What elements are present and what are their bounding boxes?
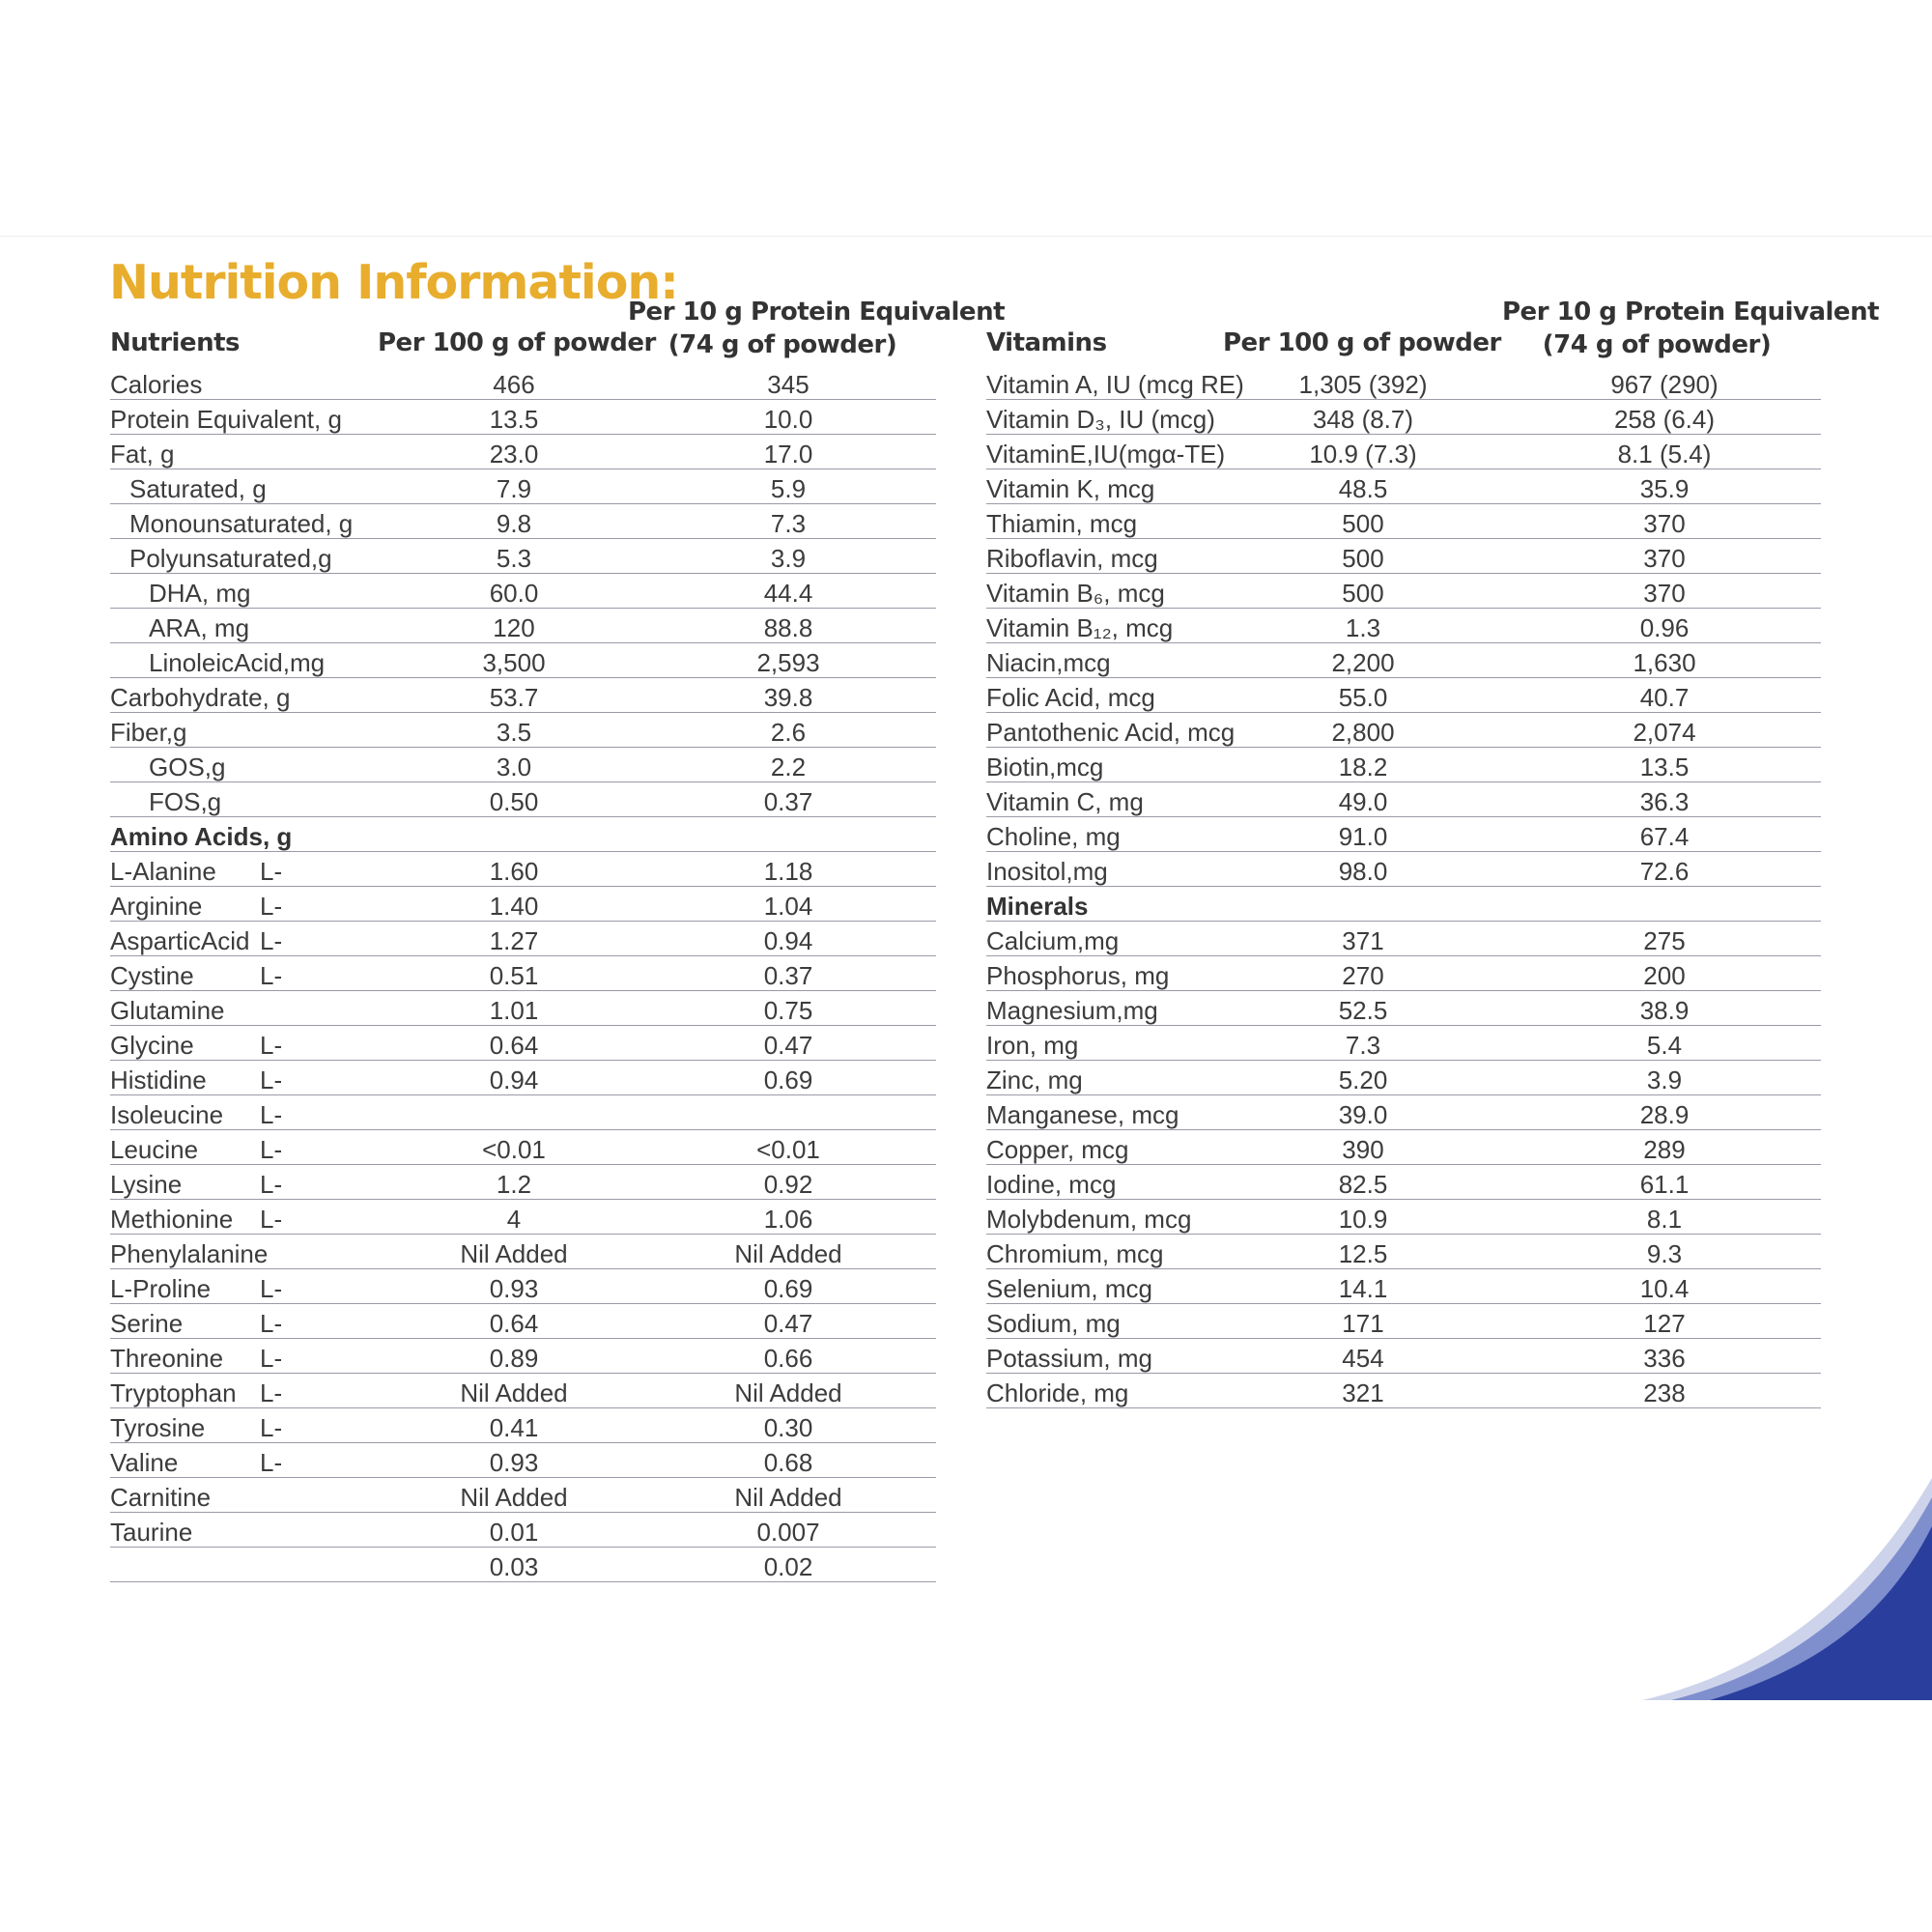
section-header-row bbox=[110, 817, 936, 852]
nutrient-name: Lysine bbox=[110, 1170, 183, 1199]
value-per-10g-protein: 10.4 bbox=[1639, 1274, 1690, 1303]
value-per-10g-protein: 0.02 bbox=[763, 1552, 813, 1581]
nutrient-name: Carbohydrate, g bbox=[110, 683, 291, 712]
value-per-100g: 321 bbox=[1342, 1378, 1384, 1407]
value-per-100g: 1.01 bbox=[489, 996, 539, 1025]
value-per-100g: 454 bbox=[1342, 1344, 1384, 1373]
value-per-100g: 0.94 bbox=[489, 1065, 539, 1094]
value-per-100g: 1.27 bbox=[489, 926, 539, 955]
amino-prefix: L- bbox=[260, 1031, 283, 1060]
nutrient-name: L-Alanine bbox=[110, 857, 216, 886]
value-per-100g: 500 bbox=[1342, 509, 1384, 538]
value-per-100g: Nil Added bbox=[460, 1378, 568, 1407]
value-per-10g-protein: 967 (290) bbox=[1610, 370, 1719, 399]
value-per-10g-protein: 7.3 bbox=[770, 509, 807, 538]
table-row bbox=[110, 1130, 936, 1165]
value-per-100g: 0.93 bbox=[489, 1274, 539, 1303]
header-per-100g: Per 100 g of powder bbox=[378, 328, 656, 357]
value-per-10g-protein: 2.2 bbox=[770, 753, 807, 781]
value-per-10g-protein: 1.06 bbox=[763, 1205, 813, 1234]
table-row bbox=[986, 643, 1821, 678]
value-per-10g-protein: 0.68 bbox=[763, 1448, 813, 1477]
value-per-100g: 98.0 bbox=[1338, 857, 1388, 886]
header-per-100g-right: Per 100 g of powder bbox=[1223, 328, 1501, 357]
value-per-100g: 48.5 bbox=[1338, 474, 1388, 503]
vitamins-minerals-table bbox=[986, 365, 1821, 1408]
nutrient-name: Tryptophan bbox=[110, 1378, 237, 1407]
value-per-10g-protein: 0.66 bbox=[763, 1344, 813, 1373]
section-label: Amino Acids, g bbox=[110, 822, 293, 851]
header-vitamins: Vitamins bbox=[986, 328, 1107, 357]
value-per-10g-protein: Nil Added bbox=[734, 1378, 842, 1407]
value-per-100g: 0.89 bbox=[489, 1344, 539, 1373]
amino-prefix: L- bbox=[260, 1309, 283, 1338]
nutrient-name: Polyunsaturated,g bbox=[129, 544, 332, 573]
value-per-10g-protein: 0.92 bbox=[763, 1170, 813, 1199]
value-per-10g-protein: 8.1 bbox=[1646, 1205, 1683, 1234]
value-per-10g-protein: 38.9 bbox=[1639, 996, 1690, 1025]
table-row bbox=[110, 1235, 936, 1269]
nutrient-name: Folic Acid, mcg bbox=[986, 683, 1155, 712]
nutrient-name: Vitamin D₃, IU (mcg) bbox=[986, 405, 1215, 434]
nutrient-name: AsparticAcid bbox=[110, 926, 250, 955]
value-per-10g-protein: 17.0 bbox=[763, 440, 813, 469]
nutrient-name: Niacin,mcg bbox=[986, 648, 1111, 677]
table-row bbox=[986, 1061, 1821, 1095]
nutrients-table bbox=[110, 365, 936, 1582]
value-per-10g-protein: 0.37 bbox=[763, 787, 813, 816]
value-per-100g: 4 bbox=[506, 1205, 522, 1234]
nutrient-name: Sodium, mg bbox=[986, 1309, 1121, 1338]
nutrient-name: Carnitine bbox=[110, 1483, 212, 1512]
nutrient-name: Iodine, mcg bbox=[986, 1170, 1117, 1199]
table-row bbox=[110, 956, 936, 991]
table-row bbox=[110, 1478, 936, 1513]
value-per-10g-protein: 0.75 bbox=[763, 996, 813, 1025]
value-per-100g: 5.20 bbox=[1338, 1065, 1388, 1094]
table-row bbox=[110, 991, 936, 1026]
nutrient-name: Calories bbox=[110, 370, 203, 399]
value-per-100g: 0.41 bbox=[489, 1413, 539, 1442]
table-row bbox=[986, 609, 1821, 643]
table-row bbox=[986, 1095, 1821, 1130]
value-per-10g-protein: 0.30 bbox=[763, 1413, 813, 1442]
amino-prefix: L- bbox=[260, 1274, 283, 1303]
nutrient-name: LinoleicAcid,mg bbox=[149, 648, 326, 677]
table-row bbox=[986, 400, 1821, 435]
page-title: Nutrition Information: bbox=[109, 255, 678, 310]
table-row bbox=[986, 1026, 1821, 1061]
value-per-10g-protein: 67.4 bbox=[1639, 822, 1690, 851]
value-per-10g-protein: 61.1 bbox=[1639, 1170, 1690, 1199]
table-row bbox=[110, 1095, 936, 1130]
table-row bbox=[110, 1374, 936, 1408]
table-row bbox=[110, 678, 936, 713]
value-per-10g-protein: 2,074 bbox=[1633, 718, 1696, 747]
table-row bbox=[110, 504, 936, 539]
table-row bbox=[110, 1269, 936, 1304]
value-per-10g-protein: 0.47 bbox=[763, 1309, 813, 1338]
table-row bbox=[110, 1165, 936, 1200]
amino-prefix: L- bbox=[260, 1344, 283, 1373]
table-row bbox=[110, 469, 936, 504]
table-row bbox=[110, 922, 936, 956]
value-per-10g-protein: 5.4 bbox=[1646, 1031, 1683, 1060]
header-per-10g-right-line1: Per 10 g Protein Equivalent bbox=[1502, 298, 1880, 327]
amino-prefix: L- bbox=[260, 1135, 283, 1164]
table-row bbox=[986, 574, 1821, 609]
value-per-10g-protein: 28.9 bbox=[1639, 1100, 1690, 1129]
nutrient-name: Zinc, mg bbox=[986, 1065, 1083, 1094]
amino-prefix: L- bbox=[260, 1448, 283, 1477]
value-per-10g-protein: 3.9 bbox=[770, 544, 807, 573]
table-row bbox=[986, 1269, 1821, 1304]
nutrient-name: Threonine bbox=[110, 1344, 224, 1373]
value-per-10g-protein: 5.9 bbox=[770, 474, 807, 503]
value-per-100g: 270 bbox=[1342, 961, 1384, 990]
table-row bbox=[986, 365, 1821, 400]
table-row bbox=[986, 504, 1821, 539]
value-per-100g: 0.93 bbox=[489, 1448, 539, 1477]
nutrient-name: Chloride, mg bbox=[986, 1378, 1129, 1407]
value-per-10g-protein: 258 (6.4) bbox=[1613, 405, 1716, 434]
nutrient-name: Fat, g bbox=[110, 440, 175, 469]
value-per-10g-protein: 1.18 bbox=[763, 857, 813, 886]
nutrient-name: Glutamine bbox=[110, 996, 225, 1025]
value-per-100g: 3,500 bbox=[482, 648, 546, 677]
nutrient-name: Manganese, mcg bbox=[986, 1100, 1179, 1129]
value-per-10g-protein: 0.96 bbox=[1639, 613, 1690, 642]
nutrient-name: Arginine bbox=[110, 892, 203, 921]
nutrient-name: Protein Equivalent, g bbox=[110, 405, 342, 434]
top-band bbox=[0, 0, 1932, 237]
nutrient-name: Leucine bbox=[110, 1135, 199, 1164]
nutrient-name: Glycine bbox=[110, 1031, 194, 1060]
nutrient-name: Selenium, mcg bbox=[986, 1274, 1152, 1303]
value-per-100g: 390 bbox=[1342, 1135, 1384, 1164]
value-per-10g-protein: 275 bbox=[1643, 926, 1686, 955]
table-row bbox=[986, 435, 1821, 469]
amino-prefix: L- bbox=[260, 1205, 283, 1234]
table-row bbox=[110, 782, 936, 817]
value-per-100g: 500 bbox=[1342, 544, 1384, 573]
corner-wave-decoration bbox=[1642, 1478, 1932, 1700]
value-per-100g: 49.0 bbox=[1338, 787, 1388, 816]
value-per-100g: 466 bbox=[493, 370, 535, 399]
table-row bbox=[110, 365, 936, 400]
value-per-100g: 348 (8.7) bbox=[1312, 405, 1414, 434]
nutrient-name: Vitamin K, mcg bbox=[986, 474, 1155, 503]
nutrient-name: Inositol,mg bbox=[986, 857, 1108, 886]
value-per-10g-protein: 2.6 bbox=[770, 718, 807, 747]
value-per-100g: 53.7 bbox=[489, 683, 539, 712]
value-per-10g-protein: 200 bbox=[1643, 961, 1686, 990]
nutrient-name: Fiber,g bbox=[110, 718, 187, 747]
table-row bbox=[110, 1061, 936, 1095]
value-per-100g: 500 bbox=[1342, 579, 1384, 608]
value-per-100g: 1.40 bbox=[489, 892, 539, 921]
value-per-10g-protein: 13.5 bbox=[1639, 753, 1690, 781]
value-per-10g-protein: 1,630 bbox=[1633, 648, 1696, 677]
value-per-100g: 14.1 bbox=[1338, 1274, 1388, 1303]
nutrient-name: L-Proline bbox=[110, 1274, 212, 1303]
value-per-100g: 0.64 bbox=[489, 1031, 539, 1060]
nutrient-name: Methionine bbox=[110, 1205, 234, 1234]
table-row bbox=[110, 1443, 936, 1478]
amino-prefix: L- bbox=[260, 857, 283, 886]
nutrient-name: Phosphorus, mg bbox=[986, 961, 1170, 990]
value-per-10g-protein: 370 bbox=[1643, 579, 1686, 608]
value-per-10g-protein: 289 bbox=[1643, 1135, 1686, 1164]
value-per-10g-protein: 0.94 bbox=[763, 926, 813, 955]
header-per-10g-right-line2: (74 g of powder) bbox=[1542, 330, 1772, 359]
table-row bbox=[110, 1200, 936, 1235]
value-per-10g-protein: 0.47 bbox=[763, 1031, 813, 1060]
value-per-100g: 0.01 bbox=[489, 1518, 539, 1547]
table-row bbox=[110, 887, 936, 922]
value-per-10g-protein: 127 bbox=[1643, 1309, 1686, 1338]
table-row bbox=[986, 782, 1821, 817]
value-per-100g: 1.3 bbox=[1345, 613, 1381, 642]
value-per-100g: 3.0 bbox=[496, 753, 532, 781]
header-per-10g-line1: Per 10 g Protein Equivalent bbox=[628, 298, 1006, 327]
nutrient-name: Calcium,mg bbox=[986, 926, 1120, 955]
value-per-100g: 9.8 bbox=[496, 509, 532, 538]
value-per-100g: 0.51 bbox=[489, 961, 539, 990]
nutrient-name: Taurine bbox=[110, 1518, 193, 1547]
value-per-100g: 0.64 bbox=[489, 1309, 539, 1338]
value-per-100g: 10.9 bbox=[1338, 1205, 1388, 1234]
value-per-10g-protein: 9.3 bbox=[1646, 1239, 1683, 1268]
value-per-10g-protein: 8.1 (5.4) bbox=[1617, 440, 1712, 469]
table-row bbox=[986, 1200, 1821, 1235]
table-row bbox=[986, 922, 1821, 956]
nutrient-name: Vitamin C, mg bbox=[986, 787, 1144, 816]
value-per-10g-protein: <0.01 bbox=[756, 1135, 820, 1164]
value-per-100g: 2,200 bbox=[1331, 648, 1395, 677]
value-per-100g: 52.5 bbox=[1338, 996, 1388, 1025]
value-per-10g-protein: 35.9 bbox=[1639, 474, 1690, 503]
value-per-10g-protein: 72.6 bbox=[1639, 857, 1690, 886]
table-row bbox=[110, 1304, 936, 1339]
value-per-100g: 1.2 bbox=[496, 1170, 532, 1199]
value-per-100g: 39.0 bbox=[1338, 1100, 1388, 1129]
nutrient-name: DHA, mg bbox=[149, 579, 251, 608]
table-row bbox=[110, 1339, 936, 1374]
header-nutrients: Nutrients bbox=[110, 328, 240, 357]
nutrient-name: Monounsaturated, g bbox=[129, 509, 354, 538]
nutrient-name: GOS,g bbox=[149, 753, 226, 781]
value-per-10g-protein: Nil Added bbox=[734, 1239, 842, 1268]
value-per-100g: 7.9 bbox=[496, 474, 532, 503]
value-per-100g: 10.9 (7.3) bbox=[1309, 440, 1417, 469]
value-per-100g: <0.01 bbox=[482, 1135, 546, 1164]
nutrient-name: Molybdenum, mcg bbox=[986, 1205, 1192, 1234]
value-per-10g-protein: 0.69 bbox=[763, 1274, 813, 1303]
nutrient-name: Vitamin B₁₂, mcg bbox=[986, 613, 1174, 642]
value-per-10g-protein: 336 bbox=[1643, 1344, 1686, 1373]
value-per-10g-protein: Nil Added bbox=[734, 1483, 842, 1512]
amino-prefix: L- bbox=[260, 1100, 283, 1129]
value-per-100g: 60.0 bbox=[489, 579, 539, 608]
table-row bbox=[986, 1374, 1821, 1408]
value-per-10g-protein: 39.8 bbox=[763, 683, 813, 712]
table-row bbox=[986, 852, 1821, 887]
nutrient-name: Chromium, mcg bbox=[986, 1239, 1164, 1268]
table-row bbox=[986, 713, 1821, 748]
value-per-100g: 55.0 bbox=[1338, 683, 1388, 712]
table-row bbox=[110, 748, 936, 782]
value-per-100g: 7.3 bbox=[1345, 1031, 1381, 1060]
value-per-10g-protein: 44.4 bbox=[763, 579, 813, 608]
table-row bbox=[110, 574, 936, 609]
value-per-10g-protein: 3.9 bbox=[1646, 1065, 1683, 1094]
nutrient-name: Valine bbox=[110, 1448, 179, 1477]
value-per-100g: 3.5 bbox=[496, 718, 532, 747]
amino-prefix: L- bbox=[260, 1065, 283, 1094]
section-label: Minerals bbox=[986, 892, 1089, 921]
table-row bbox=[986, 1235, 1821, 1269]
nutrient-name: Histidine bbox=[110, 1065, 207, 1094]
amino-prefix: L- bbox=[260, 892, 283, 921]
value-per-100g: 5.3 bbox=[496, 544, 532, 573]
value-per-100g: 2,800 bbox=[1331, 718, 1395, 747]
amino-prefix: L- bbox=[260, 1378, 283, 1407]
value-per-100g: Nil Added bbox=[460, 1483, 568, 1512]
value-per-10g-protein: 2,593 bbox=[756, 648, 820, 677]
nutrient-name: Pantothenic Acid, mcg bbox=[986, 718, 1236, 747]
amino-prefix: L- bbox=[260, 926, 283, 955]
nutrient-name: Cystine bbox=[110, 961, 194, 990]
value-per-100g: 1,305 (392) bbox=[1298, 370, 1428, 399]
table-row bbox=[986, 1130, 1821, 1165]
table-row bbox=[986, 1339, 1821, 1374]
value-per-10g-protein: 36.3 bbox=[1639, 787, 1690, 816]
nutrient-name: Riboflavin, mcg bbox=[986, 544, 1158, 573]
nutrient-name: FOS,g bbox=[149, 787, 222, 816]
value-per-100g: 13.5 bbox=[489, 405, 539, 434]
value-per-10g-protein: 345 bbox=[767, 370, 810, 399]
table-row bbox=[986, 539, 1821, 574]
value-per-100g: Nil Added bbox=[460, 1239, 568, 1268]
value-per-10g-protein: 1.04 bbox=[763, 892, 813, 921]
table-row bbox=[986, 469, 1821, 504]
nutrient-name: Magnesium,mg bbox=[986, 996, 1158, 1025]
nutrient-name: Vitamin B₆, mcg bbox=[986, 579, 1165, 608]
value-per-10g-protein: 370 bbox=[1643, 509, 1686, 538]
value-per-100g: 82.5 bbox=[1338, 1170, 1388, 1199]
value-per-100g: 0.03 bbox=[489, 1552, 539, 1581]
table-row bbox=[110, 400, 936, 435]
value-per-100g: 18.2 bbox=[1338, 753, 1388, 781]
nutrient-name: Copper, mcg bbox=[986, 1135, 1129, 1164]
nutrient-name: Biotin,mcg bbox=[986, 753, 1104, 781]
value-per-100g: 120 bbox=[493, 613, 535, 642]
table-row bbox=[986, 1304, 1821, 1339]
value-per-10g-protein: 370 bbox=[1643, 544, 1686, 573]
value-per-10g-protein: 0.007 bbox=[756, 1518, 820, 1547]
table-row bbox=[986, 956, 1821, 991]
table-row bbox=[110, 539, 936, 574]
table-row bbox=[110, 1513, 936, 1548]
amino-prefix: L- bbox=[260, 1170, 283, 1199]
table-row bbox=[110, 1408, 936, 1443]
table-row bbox=[110, 435, 936, 469]
table-row bbox=[986, 991, 1821, 1026]
value-per-10g-protein: 10.0 bbox=[763, 405, 813, 434]
table-row bbox=[986, 1165, 1821, 1200]
header-per-10g-protein-right bbox=[1502, 296, 1880, 361]
nutrient-name: Tyrosine bbox=[110, 1413, 206, 1442]
value-per-100g: 171 bbox=[1342, 1309, 1384, 1338]
value-per-100g: 12.5 bbox=[1338, 1239, 1388, 1268]
nutrient-name: Potassium, mg bbox=[986, 1344, 1152, 1373]
table-row bbox=[110, 609, 936, 643]
nutrient-name: Iron, mg bbox=[986, 1031, 1079, 1060]
amino-prefix: L- bbox=[260, 1413, 283, 1442]
nutrient-name: Saturated, g bbox=[129, 474, 267, 503]
nutrient-name: ARA, mg bbox=[149, 613, 250, 642]
nutrient-name: VitaminE,IU(mgα-TE) bbox=[986, 440, 1226, 469]
table-row bbox=[110, 1026, 936, 1061]
value-per-10g-protein: 88.8 bbox=[763, 613, 813, 642]
nutrient-name: Serine bbox=[110, 1309, 184, 1338]
value-per-10g-protein: 0.69 bbox=[763, 1065, 813, 1094]
nutrient-name: Isoleucine bbox=[110, 1100, 224, 1129]
value-per-100g: 1.60 bbox=[489, 857, 539, 886]
value-per-10g-protein: 238 bbox=[1643, 1378, 1686, 1407]
value-per-10g-protein: 0.37 bbox=[763, 961, 813, 990]
table-row bbox=[986, 678, 1821, 713]
header-per-10g-protein bbox=[628, 296, 1006, 361]
table-row bbox=[110, 1548, 936, 1582]
nutrient-name: Vitamin A, IU (mcg RE) bbox=[986, 370, 1244, 399]
table-row bbox=[110, 852, 936, 887]
value-per-100g: 23.0 bbox=[489, 440, 539, 469]
value-per-100g: 91.0 bbox=[1338, 822, 1388, 851]
value-per-10g-protein: 40.7 bbox=[1639, 683, 1690, 712]
value-per-100g: 371 bbox=[1342, 926, 1384, 955]
nutrient-name: Thiamin, mcg bbox=[986, 509, 1138, 538]
table-row bbox=[986, 817, 1821, 852]
nutrient-name: Choline, mg bbox=[986, 822, 1121, 851]
amino-prefix: L- bbox=[260, 961, 283, 990]
value-per-100g: 0.50 bbox=[489, 787, 539, 816]
nutrient-name: Phenylalanine bbox=[110, 1239, 269, 1268]
table-row bbox=[110, 643, 936, 678]
header-per-10g-line2: (74 g of powder) bbox=[668, 330, 897, 359]
table-row bbox=[110, 713, 936, 748]
section-header-row bbox=[986, 887, 1821, 922]
table-row bbox=[986, 748, 1821, 782]
